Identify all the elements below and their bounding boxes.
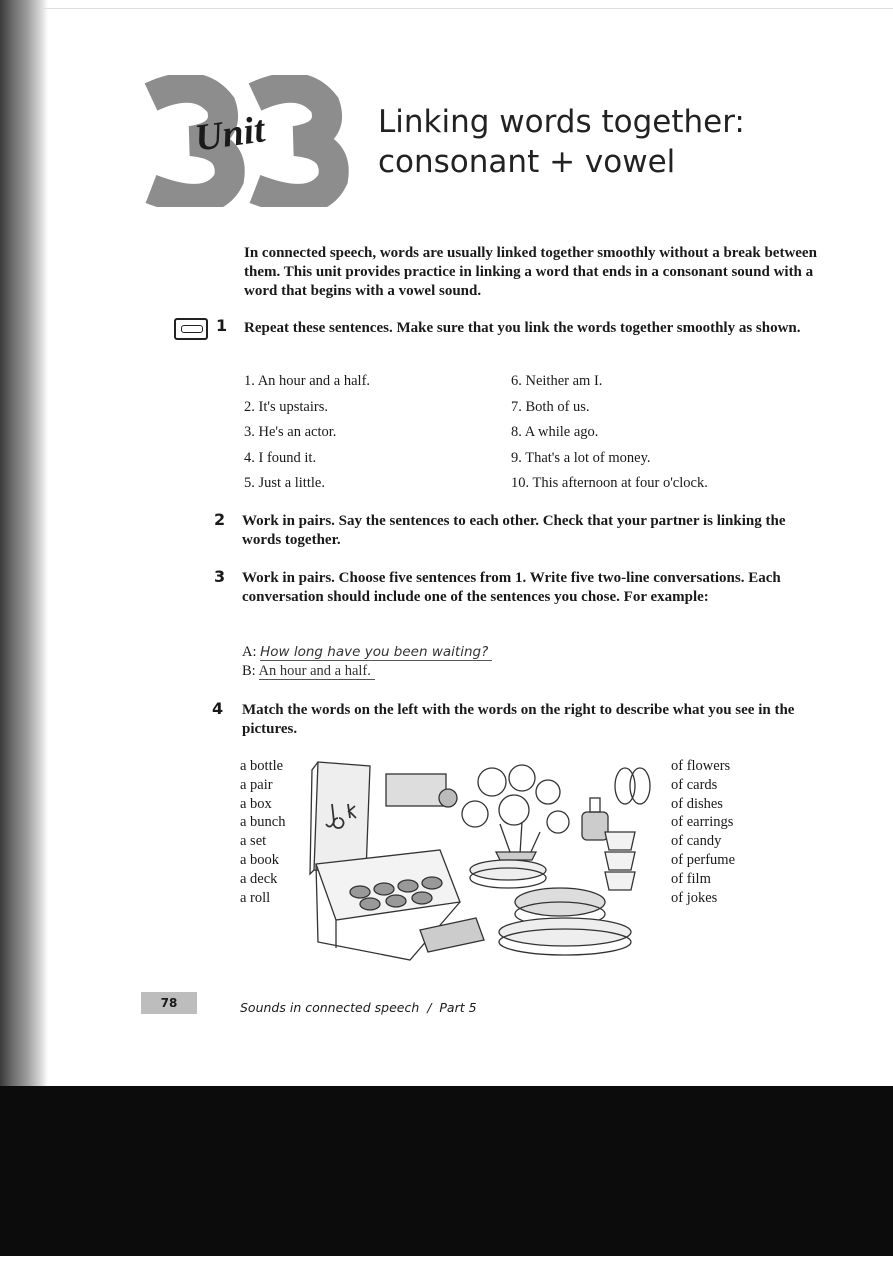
title-line-2: consonant + vowel <box>378 144 676 180</box>
exercise-4-instruction: Match the words on the left with the words on the right to describe what you see in the pictures. <box>242 702 795 737</box>
sentence: 10. This afternoon at four o'clock. <box>511 475 708 491</box>
answer-a: How long have you been waiting? <box>260 644 492 661</box>
intro-paragraph: In connected speech, words are usually linked together smoothly without a break between them. This unit provides practice in linking a word that ends in a consonant sound with a word that begins with a vowel sound. <box>244 245 817 299</box>
page-number: 78 <box>141 992 197 1014</box>
exercise-2-instruction: Work in pairs. Say the sentences to each other. Check that your partner is linking the words together. <box>242 513 786 548</box>
sentence-list-left <box>244 369 370 497</box>
objects-illustration <box>300 752 662 962</box>
sentence: 4. I found it. <box>244 449 317 466</box>
match-right-list <box>671 757 735 907</box>
page-title <box>378 102 745 182</box>
title-line-1: Linking words together: <box>378 104 745 140</box>
unit-label: Unit <box>192 108 268 160</box>
sentence: 9. That's a lot of money. <box>511 449 651 466</box>
scan-background <box>0 1086 893 1256</box>
exercise-number: 4 <box>212 699 224 718</box>
match-item: of candy <box>671 833 722 850</box>
cassette-icon <box>174 318 208 340</box>
page-edge <box>40 8 893 9</box>
set-of-dishes <box>470 832 635 955</box>
roll-of-film <box>386 774 457 807</box>
exercise-number: 2 <box>214 510 226 529</box>
match-item: of perfume <box>671 851 736 868</box>
match-item: a box <box>240 795 272 812</box>
sentence: 1. An hour and a half. <box>244 373 371 389</box>
match-item: of jokes <box>671 889 718 906</box>
match-item: of earrings <box>671 814 734 831</box>
pair-of-earrings <box>615 768 650 804</box>
match-item: of cards <box>671 776 718 793</box>
match-item: a roll <box>240 889 271 906</box>
match-item: a book <box>240 851 280 868</box>
sentence: 5. Just a little. <box>244 475 325 491</box>
match-item: a set <box>240 833 267 850</box>
match-item: a bottle <box>240 758 284 774</box>
sentence-list-right <box>511 369 708 497</box>
sentence: 2. It's upstairs. <box>244 398 328 415</box>
match-item: of film <box>671 870 711 887</box>
match-item: of dishes <box>671 795 723 812</box>
book-of-jokes <box>310 762 370 874</box>
exercise-number: 3 <box>214 567 226 586</box>
sentence: 3. He's an actor. <box>244 424 337 440</box>
deck-of-cards <box>420 918 484 952</box>
sentence: 8. A while ago. <box>511 424 599 440</box>
exercise-3-instruction: Work in pairs. Choose five sentences from 1. Write five two-line conversations. Each conversation should include one of the sentences you chose. For example: <box>242 570 781 605</box>
example-dialog <box>242 643 492 681</box>
match-item: a bunch <box>240 814 286 831</box>
speaker-a: A: <box>242 644 257 660</box>
book-spine-shadow <box>0 0 48 1090</box>
exercise-number: 1 <box>216 316 228 335</box>
exercise-1-instruction: Repeat these sentences. Make sure that you link the words together smoothly as shown. <box>244 320 801 336</box>
match-item: a deck <box>240 870 278 887</box>
match-item: a pair <box>240 776 273 793</box>
match-item: of flowers <box>671 758 731 774</box>
answer-b: An hour and a half. <box>259 663 375 680</box>
bunch-of-flowers <box>462 765 569 860</box>
match-left-list <box>240 757 286 907</box>
footer-section-title: Sounds in connected speech / Part 5 <box>240 1000 477 1015</box>
scan-edge <box>0 1256 893 1264</box>
sentence: 6. Neither am I. <box>511 373 603 389</box>
sentence: 7. Both of us. <box>511 398 590 415</box>
speaker-b: B: <box>242 663 256 679</box>
bottle-of-perfume <box>582 798 608 840</box>
